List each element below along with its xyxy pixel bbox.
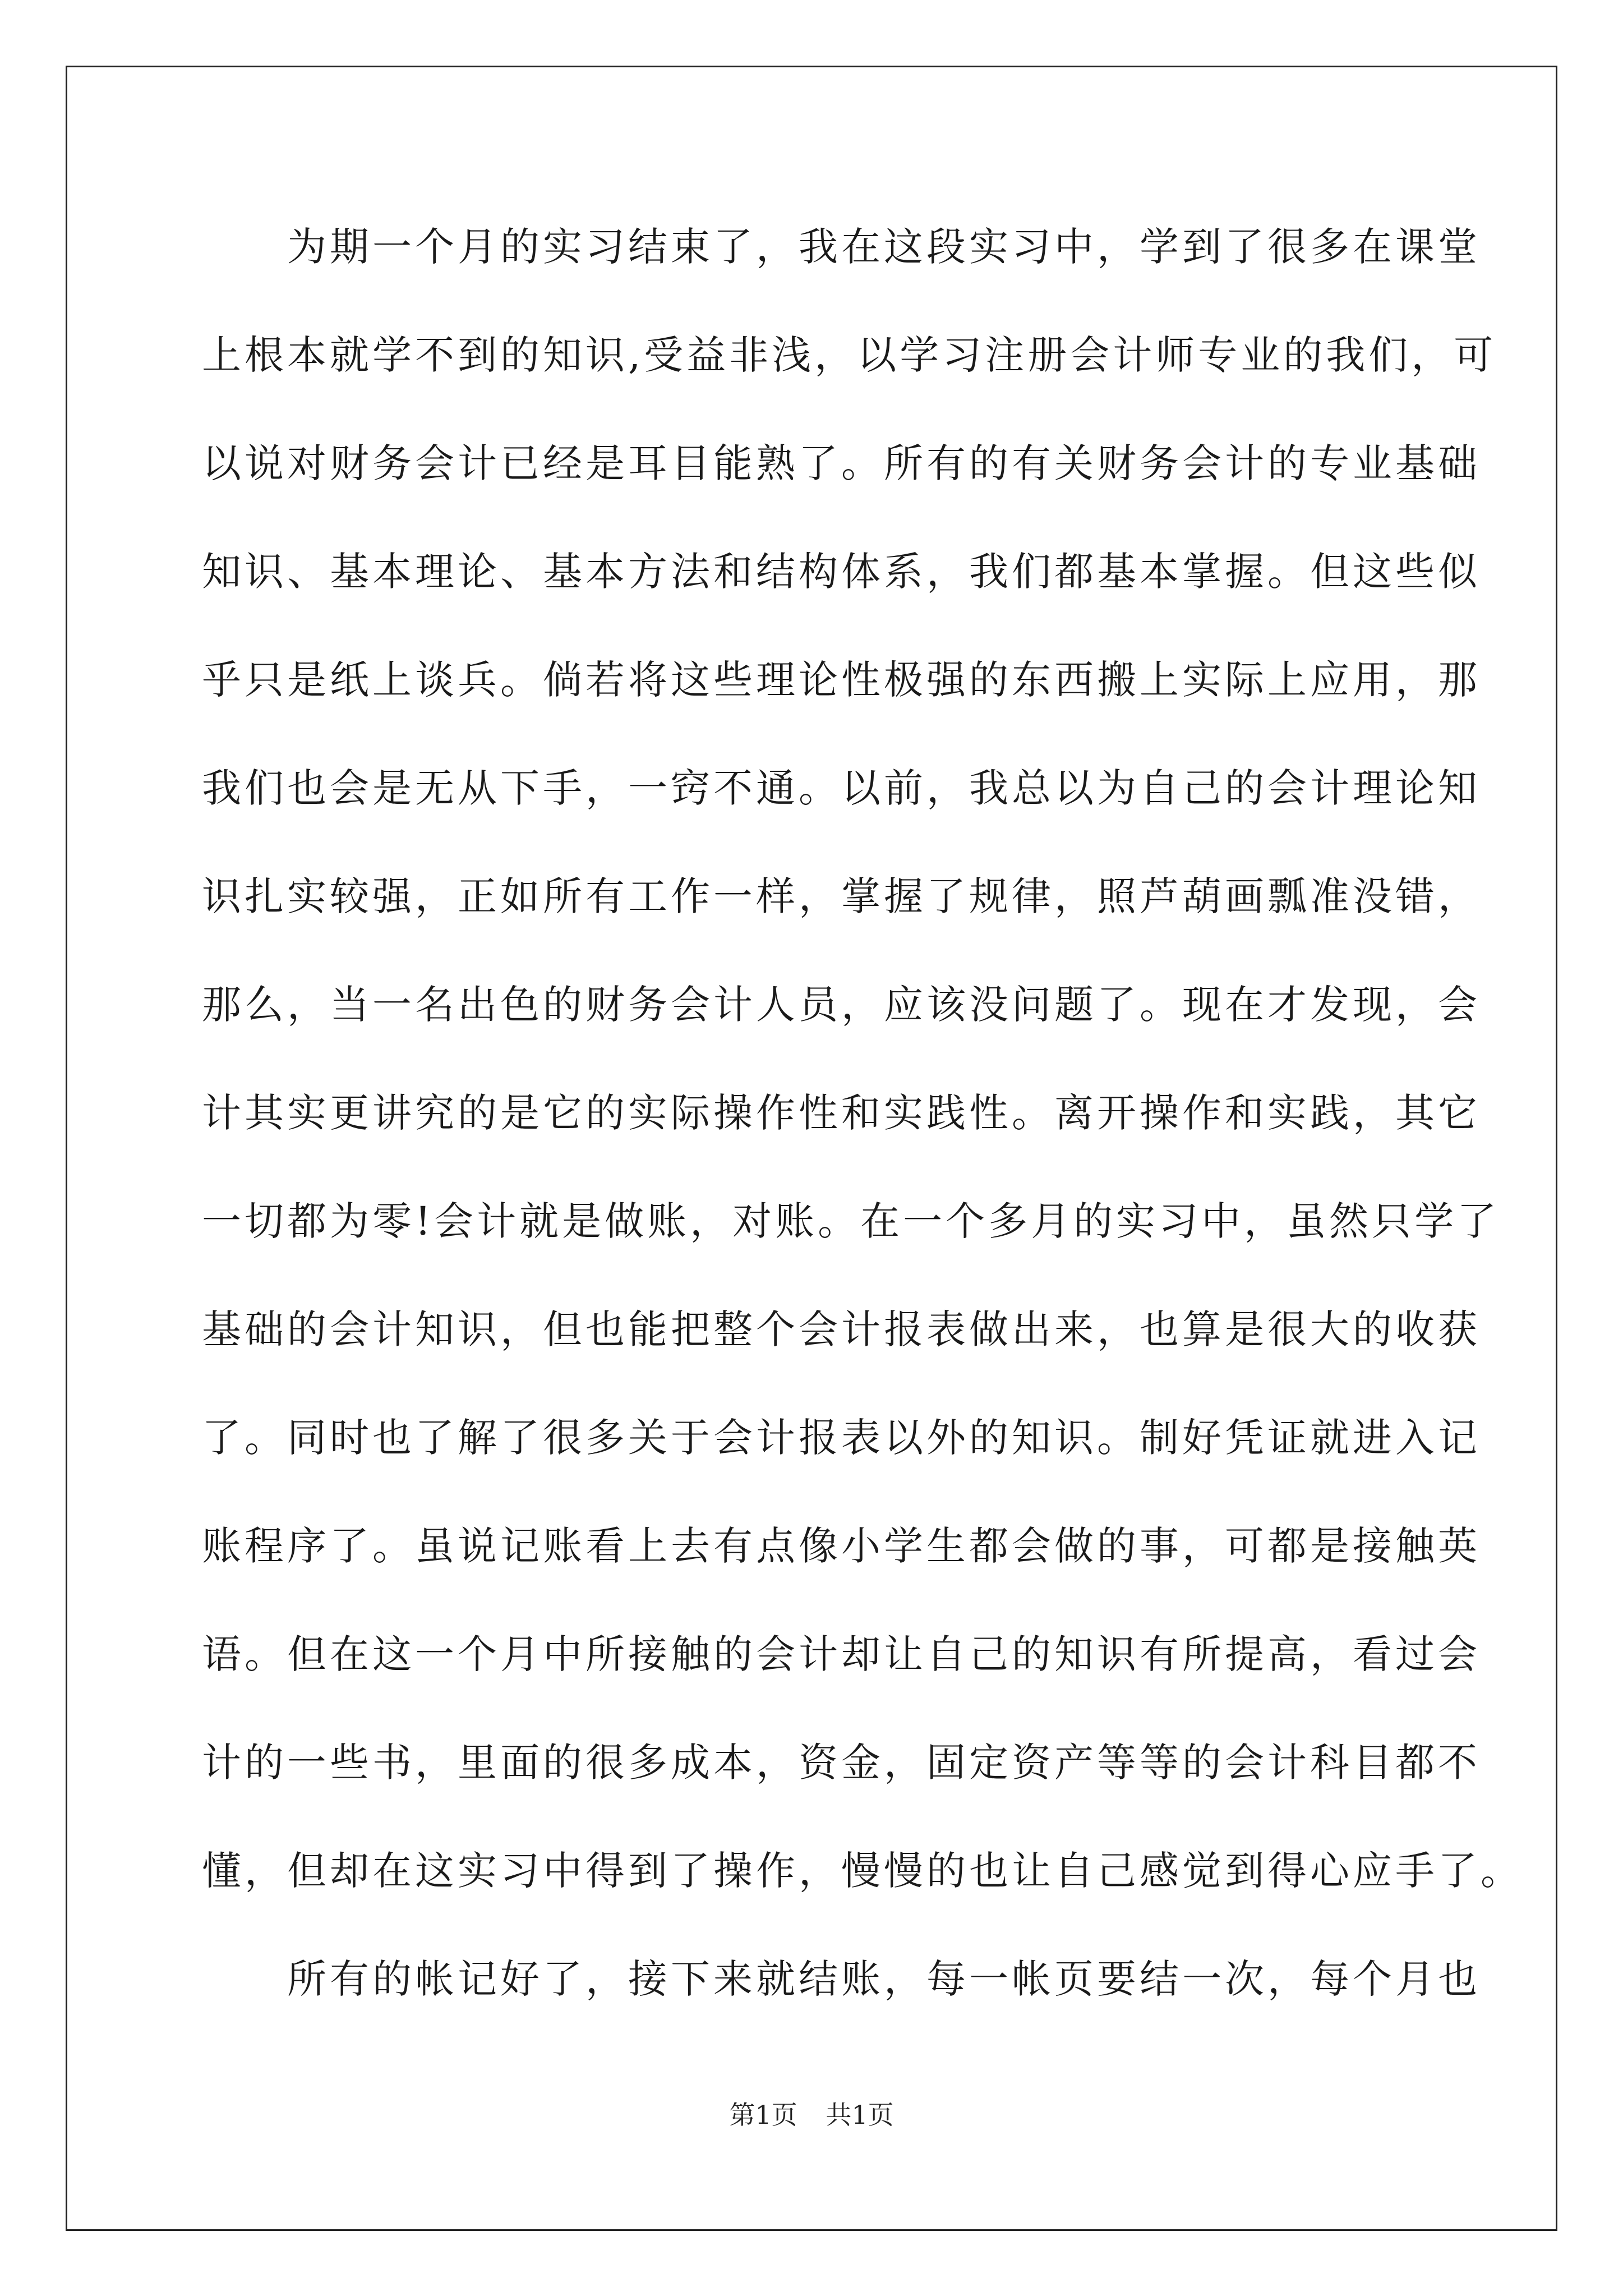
text-line: 了。同时也了解了很多关于会计报表以外的知识。制好凭证就进入记 xyxy=(202,1415,1481,1461)
page-total: 共1页 xyxy=(826,2100,894,2130)
text-line: 知识、基本理论、基本方法和结构体系，我们都基本掌握。但这些似 xyxy=(202,549,1481,595)
text-line: 基础的会计知识，但也能把整个会计报表做出来，也算是很大的收获 xyxy=(202,1306,1481,1352)
page-border xyxy=(66,66,1557,2231)
text-line: 那么，当一名出色的财务会计人员，应该没问题了。现在才发现，会 xyxy=(202,982,1481,1028)
page-number: 第1页 xyxy=(729,2100,797,2130)
text-line: 语。但在这一个月中所接触的会计却让自己的知识有所提高，看过会 xyxy=(202,1631,1481,1677)
text-line: 计的一些书，里面的很多成本，资金，固定资产等等的会计科目都不 xyxy=(202,1740,1481,1786)
text-line: 账程序了。虽说记账看上去有点像小学生都会做的事，可都是接触英 xyxy=(202,1523,1481,1569)
text-line: 我们也会是无从下手，一窍不通。以前，我总以为自己的会计理论知 xyxy=(202,765,1481,811)
text-line: 乎只是纸上谈兵。倘若将这些理论性极强的东西搬上实际上应用，那 xyxy=(202,657,1481,703)
text-line: 所有的帐记好了，接下来就结账，每一帐页要结一次，每个月也 xyxy=(202,1956,1481,2002)
text-line: 为期一个月的实习结束了，我在这段实习中，学到了很多在课堂 xyxy=(202,224,1481,270)
text-line: 一切都为零!会计就是做账，对账。在一个多月的实习中，虽然只学了 xyxy=(202,1198,1500,1244)
text-line: 以说对财务会计已经是耳目能熟了。所有的有关财务会计的专业基础 xyxy=(202,440,1481,486)
text-line: 计其实更讲究的是它的实际操作性和实践性。离开操作和实践，其它 xyxy=(202,1090,1481,1136)
text-line: 识扎实较强，正如所有工作一样，掌握了规律，照芦葫画瓢准没错， xyxy=(202,873,1481,919)
text-line: 上根本就学不到的知识,受益非浅，以学习注册会计师专业的我们，可 xyxy=(202,332,1497,378)
page-footer xyxy=(0,2098,1623,2132)
text-line: 懂，但却在这实习中得到了操作，慢慢的也让自己感觉到得心应手了。 xyxy=(202,1848,1523,1894)
